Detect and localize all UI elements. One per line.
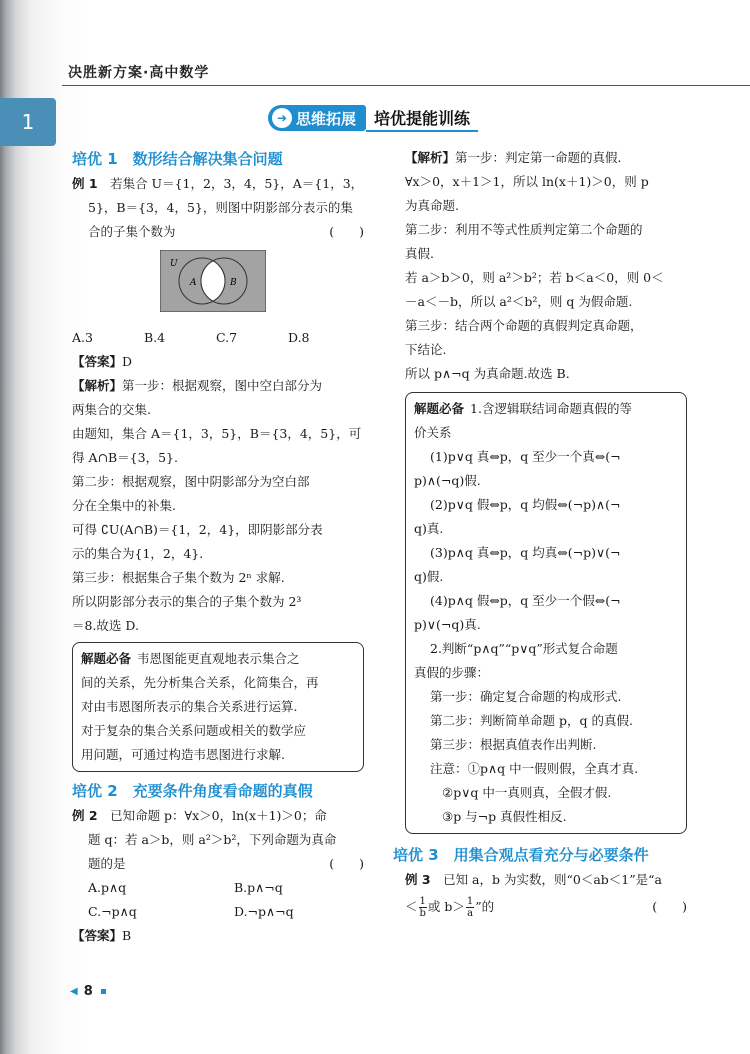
section-3-title: 培优 3 用集合观点看充分与必要条件: [393, 846, 649, 864]
answer-paren: ( ): [652, 899, 687, 914]
example-2-line3: 题的是: [88, 856, 126, 871]
chapter-number: 1: [21, 110, 35, 134]
tip-box: [405, 392, 687, 834]
book-title: 决胜新方案·高中数学: [68, 65, 210, 81]
tip-line: 第二步：判断简单命题 p，q 的真假.: [430, 713, 633, 728]
banner-right-text: 培优提能训练: [366, 104, 478, 132]
example-3-text: 或 b＞: [427, 899, 465, 914]
chapter-tab: [0, 98, 56, 146]
answer-tag: 【答案】: [72, 928, 123, 943]
example-1-answer: D: [122, 354, 133, 369]
tip-line: q)真.: [414, 521, 444, 536]
solution-line: 第三步：根据集合子集个数为 2ⁿ 求解.: [72, 570, 285, 585]
example-3-label: 例 3: [405, 872, 431, 887]
option-a: A.p∧q: [88, 880, 127, 895]
fraction-denominator: b: [419, 908, 426, 919]
tip-line: ③p 与¬p 真假性相反.: [442, 809, 567, 824]
solution-line: 第二步：利用不等式性质判定第二个命题的: [405, 222, 643, 237]
solution-line: 所以 p∧¬q 为真命题.故选 B.: [405, 366, 570, 381]
tip-line: 韦恩图能更直观地表示集合之: [137, 651, 300, 666]
solution-tag: 【解析】: [72, 378, 123, 393]
solution-line: 第二步：根据观察，图中阴影部分为空白部: [72, 474, 310, 489]
page-number: [70, 984, 106, 999]
example-2-answer: B: [122, 928, 132, 943]
solution-line: 示的集合为{1，2，4}.: [72, 546, 204, 561]
example-3-line2: [405, 892, 494, 922]
fraction-1-over-a: [466, 896, 474, 919]
fraction-numerator: 1: [419, 896, 426, 907]
venn-label-b: B: [230, 278, 237, 288]
tip-line: (1)p∨q 真⇔p，q 至少一个真⇔(¬: [430, 449, 621, 464]
example-1-line2: 5}，B＝{3，4，5}，则图中阴影部分表示的集: [88, 200, 353, 215]
solution-line: 真假.: [405, 246, 434, 261]
example-1-options: [72, 326, 364, 350]
example-3-text: ”的: [475, 899, 495, 914]
tip-line: p)∧(¬q)假.: [414, 473, 481, 488]
fraction-numerator: 1: [466, 896, 474, 907]
square-bullet-icon: [101, 989, 106, 994]
tip-line: (2)p∨q 假⇔p，q 均假⇔(¬p)∧(¬: [430, 497, 621, 512]
example-2-line1: 已知命题 p：∀x＞0，ln(x＋1)＞0；命: [110, 808, 327, 823]
tip-line: 对于复杂的集合关系问题或相关的数学应: [81, 723, 307, 738]
tip-box: [72, 642, 364, 772]
option-d: D.¬p∧¬q: [234, 904, 294, 919]
tip-line: 间的关系，先分析集合关系，化简集合，再: [81, 675, 319, 690]
tip-line: 第一步：确定复合命题的构成形式.: [430, 689, 622, 704]
tip-line: 2.判断“p∧q”“p∨q”形式复合命题: [430, 641, 618, 656]
venn-diagram: [160, 250, 266, 312]
answer-paren: ( ): [329, 224, 364, 239]
solution-line: 第三步：结合两个命题的真假判定真命题，: [405, 318, 643, 333]
page-number-text: 8: [83, 984, 93, 999]
solution-line: 由题知，集合 A＝{1，3，5}，B＝{3，4，5}，可: [72, 426, 362, 441]
example-3-line1: 已知 a，b 为实数，则“0＜ab＜1”是“a: [443, 872, 662, 887]
example-1-line1: 若集合 U＝{1，2，3，4，5}，A＝{1，3，: [110, 176, 364, 191]
header-rule: [62, 85, 750, 86]
arrow-icon: ➜: [272, 108, 292, 128]
option-a: A.3: [72, 330, 93, 345]
solution-line: 若 a＞b＞0，则 a²＞b²；若 b＜a＜0，则 0＜: [405, 270, 664, 285]
solution-line: 得 A∩B＝{3，5}.: [72, 450, 178, 465]
solution-line: 两集合的交集.: [72, 402, 151, 417]
tip-line: 用问题，可通过构造韦恩图进行求解.: [81, 747, 285, 762]
option-d: D.8: [288, 330, 310, 345]
tip-line: q)假.: [414, 569, 444, 584]
example-2-line2: 题 q：若 a＞b，则 a²＞b²，下列命题为真命: [88, 832, 337, 847]
option-b: B.4: [144, 330, 166, 345]
tip-line: 第三步：根据真值表作出判断.: [430, 737, 597, 752]
tip-line: (4)p∧q 假⇔p，q 至少一个假⇔(¬: [430, 593, 621, 608]
example-1-label: 例 1: [72, 176, 98, 191]
solution-line: 所以阴影部分表示的集合的子集个数为 2³: [72, 594, 302, 609]
section-1-title: 培优 1 数形结合解决集合问题: [72, 150, 283, 168]
venn-label-a: A: [190, 278, 197, 288]
tip-tag: 解题必备: [81, 651, 132, 666]
section-2-title: 培优 2 充要条件角度看命题的真假: [72, 782, 313, 800]
answer-tag: 【答案】: [72, 354, 123, 369]
tip-line: ②p∨q 中一真则真，全假才假.: [442, 785, 612, 800]
solution-line: 为真命题.: [405, 198, 459, 213]
tip-tag: 解题必备: [414, 401, 465, 416]
solution-line: ∀x＞0，x＋1＞1，所以 ln(x＋1)＞0，则 p: [405, 174, 649, 189]
tip-line: 真假的步骤：: [414, 665, 490, 680]
solution-line: 可得 ∁U(A∩B)＝{1，2，4}，即阴影部分表: [72, 522, 323, 537]
answer-paren: ( ): [329, 856, 364, 871]
solution-line: ＝8.故选 D.: [72, 618, 139, 633]
left-triangle-icon: ◀: [70, 986, 78, 997]
fraction-1-over-b: [419, 896, 427, 919]
solution-line: 第一步：判定第一命题的真假.: [455, 150, 622, 165]
section-banner: [268, 104, 478, 132]
solution-line: －a＜－b，所以 a²＜b²，则 q 为假命题.: [405, 294, 633, 309]
example-1-line3: 合的子集个数为: [88, 224, 176, 239]
tip-line: (3)p∧q 真⇔p，q 均真⇔(¬p)∨(¬: [430, 545, 621, 560]
solution-tag: 【解析】: [405, 150, 456, 165]
tip-line: 对由韦恩图所表示的集合关系进行运算.: [81, 699, 298, 714]
banner-badge: [268, 105, 366, 131]
solution-line: 下结论.: [405, 342, 447, 357]
tip-line: 注意：①p∧q 中一假则假，全真才真.: [430, 761, 639, 776]
option-b: B.p∧¬q: [234, 880, 283, 895]
option-c: C.¬p∧q: [88, 904, 137, 919]
tip-line: p)∨(¬q)真.: [414, 617, 481, 632]
banner-left-text: 思维拓展: [296, 109, 357, 128]
tip-line: 价关系: [414, 425, 452, 440]
option-c: C.7: [216, 330, 238, 345]
example-3-text: ＜: [405, 899, 418, 914]
left-column: [72, 146, 364, 948]
venn-label-u: U: [170, 259, 178, 269]
solution-line: 第一步：根据观察，图中空白部分为: [122, 378, 323, 393]
solution-line: 分在全集中的补集.: [72, 498, 176, 513]
right-column: [393, 146, 687, 922]
example-2-label: 例 2: [72, 808, 98, 823]
tip-line: 1.含逻辑联结词命题真假的等: [470, 401, 632, 416]
fraction-denominator: a: [467, 908, 474, 919]
